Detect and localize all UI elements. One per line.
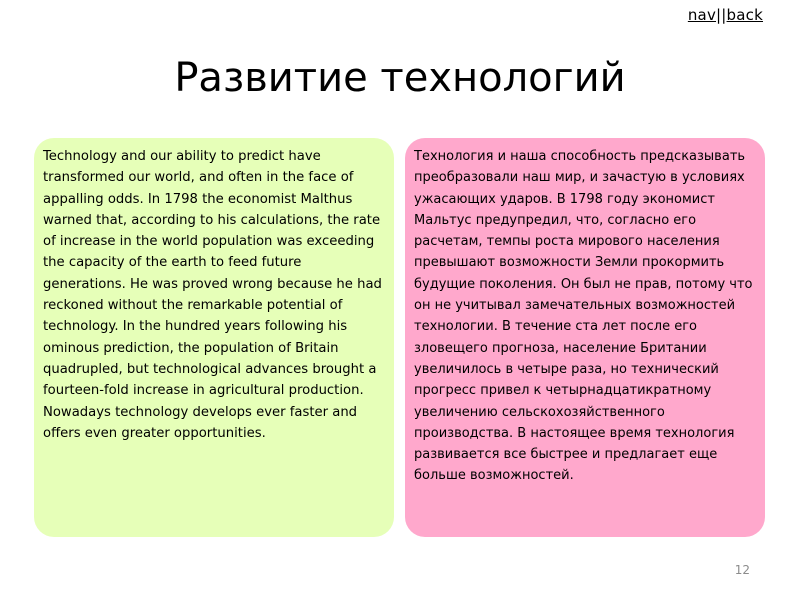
russian-text-box: Технология и наша способность предсказывать преобразовали наш мир, и зачастую в условиях ужасающих ударов. В 1798 году экономист Мальтус предупредил, что, согласно его расчетам, темпы роста мирового населения превышают возможности Земли прокормить будущие поколения. Он был не прав, потому что он не учитывал замечательных возможностей технологии. В течение ста лет после его зловещего прогноза, население Британии увеличилось в четыре раза, но технический прогресс привел к четырнадцатикратному увеличению сельскохозяйственного производства. В настоящее время технология развивается все быстрее и предлагает еще больше возможностей. — [405, 138, 765, 537]
nav-link[interactable]: nav — [687, 6, 717, 24]
back-link[interactable]: back — [726, 6, 763, 24]
slide-title: Развитие технологий — [174, 55, 626, 101]
english-text-box: Technology and our ability to predict have transformed our world, and often in the face of appalling odds. In 1798 the economist Malthus warned that, according to his calculations, the rate of increase in the world population was exceeding the capacity of the earth to feed future generations. He was proved wrong because he had reckoned without the remarkable potential of technology. In the hundred years following his ominous prediction, the population of Britain quadrupled, but technological advances brought a fourteen-fold increase in agricultural production. Nowadays technology develops ever faster and offers even greater opportunities. — [34, 138, 394, 537]
page-number: 12 — [734, 563, 750, 577]
nav-separator: || — [716, 6, 727, 24]
top-navigation — [688, 6, 763, 24]
